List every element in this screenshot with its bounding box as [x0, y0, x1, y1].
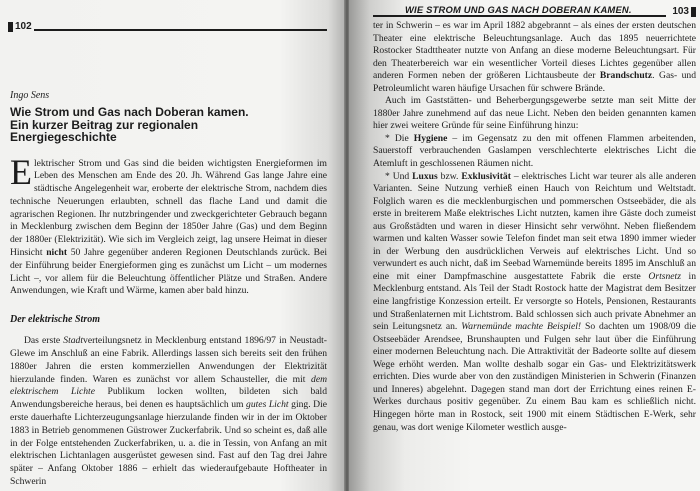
right-page-number: 103 — [668, 7, 696, 17]
body-bold: Exklusivität — [461, 170, 511, 182]
body-text: ging. Die erste dauerhafte Lichterzeugungsanlage hierzulande finden wir in der im Oktober 1883 in Betrieb genommenen Güstrower Zuckerfabrik. Und so scheint es, daß alle in der Folge entstehenden Zuckerfabriken, u. a. die in Tessin, von Anfang an mit elektrischen Lichtanlagen ausgerüstet gewesen sind. Fast auf den Tag drei Jahre später – Anfang Oktober 1886 – erhielt das wiederaufgebaute Hoftheater in Schwerin — [10, 399, 327, 488]
intro-text: lektrischer Strom und Gas sind die beiden wichtigsten Energieformen im Leben des Menschen am Ende des 20. Jh. Während Gas lange Jahre eine städtische Angelegenheit war, eroberte der elektrische Strom, nachdem dies technische Neuerungen erlaubten, schnell das flache Land und damit die agrarischen Regionen. Ihr nutzbringender und zweckgerichteter Gebrauch begann in Mecklenburg zwischen dem Beginn der 1850er Jahre (Gas) und dem Beginn der 1880er (Elektrizität). Wie sich im Vergleich zeigt, lag unsere Heimat in dieser Hinsicht — [10, 157, 327, 259]
body-bold: Luxus — [412, 170, 438, 182]
author-name: Ingo Sens — [10, 90, 50, 101]
body-text: ter in Schwerin – es war im April 1882 abgebrannt – als eines der ersten deutschen Theater eine elektrische Beleuchtungsanlage. Auch das 1895 neuerrichtete Rostocker Stadttheater nutzte von Anfang an diese moderne Beleuchtungsart. Für den Theaterbereich war ein wesentlicher Vorteil dieses Lichtes gegenüber allen anderen Formen neben der größeren Lichtausbeute der — [373, 20, 696, 82]
body-bold: Hygiene — [413, 132, 448, 144]
left-page — [0, 0, 349, 491]
body-paragraph-2 — [373, 20, 696, 95]
header-rule — [34, 29, 327, 31]
drop-cap: E — [10, 151, 32, 192]
right-body — [373, 20, 696, 434]
left-page-number: 102 — [8, 22, 32, 32]
body-text: * Die — [385, 132, 409, 144]
bullet-hygiene — [373, 133, 696, 171]
body-text: Publikum locken wollten, bildeten sich bald Anwendungsbereiche heraus, bei denen es hauptsächlich um — [10, 386, 327, 411]
section-heading: Der elektrische Strom — [10, 314, 100, 326]
body-paragraph-3: Auch im Gaststätten- und Beherbergungsgewerbe setzte man seit Mitte der 1880er Jahre zunehmend auf das neue Licht. Neben den beiden genannten kamen hier zwei weitere Gründe für seine Einführung hinzu: — [373, 95, 696, 132]
intro-paragraph — [10, 151, 328, 299]
body-italic: Stadt — [63, 335, 84, 347]
body-text: . Gas- und Petroleumlicht waren häufige Ursachen für schwere Brände. — [373, 70, 697, 94]
body-italic: Ortsnetz — [648, 270, 681, 282]
body-text: verteilungsnetz in Mecklenburg entstand 1896/97 in Neustadt-Glewe im Anschluß an eine Fabrik. Allerdings lassen sich bereits seit den frühen 1880er Jahren die ersten kommerziellen Anwendungen der Elektrizität hierzulande finden. Waren es zunächst vor allem Schausteller, die mit — [10, 335, 327, 385]
body-bold: Brandschutz — [599, 70, 653, 82]
body-italic: Warnemünde machte Beispiel! — [461, 321, 582, 333]
body-italic: dem elektrischem Lichte — [10, 373, 327, 398]
title-line-3: Energiegeschichte — [10, 130, 117, 144]
body-paragraph-1 — [10, 335, 327, 489]
body-text: Das erste — [24, 335, 61, 347]
bullet-luxus — [373, 171, 696, 434]
title-line-2: Ein kurzer Beitrag zur regionalen — [10, 117, 199, 132]
body-text: – elektrisches Licht war teurer als alle anderen Varianten. Seine Nutzung verhieß einen Hauch von Reichtum und Weltstadt. Folglich waren es die mecklenburgischen und pommerschen Ostseebäder, die als erste in breiterem Maße elektrisches Licht nutzten, kamen ihre Gäste doch zumeist aus Großstädten und waren in dieser Hinsicht sehr verwöhnt. Neben fließendem warmen und kalten Wasser sowie Telefon findet man seit etwa 1890 immer wieder in der Werbung den ausdrücklichen Verweis auf elektrisches Licht. Und so verwundert es auch nicht, daß im Seebad Warnemünde bereits 1895 im Anschluß an eine mit einer Dampfmaschine ausgestattete Fabrik die erste — [373, 170, 697, 282]
body-text: bzw. — [440, 170, 459, 182]
title-line-1: Wie Strom und Gas nach Doberan kamen. — [10, 105, 249, 119]
article-title — [10, 106, 327, 144]
body-text: * Und — [385, 170, 410, 182]
intro-text-cont: 50 Jahre gegenüber anderen Regionen Deutschlands zurück. Bei der Einführung beider Energieformen ging es zunächst um Licht – um modernes Licht –, vor allem für die Beleuchtung öffentlicher Plätze und Straßen. Andere Anwendungen, wie Kraft und Wärme, kamen aber bald hinzu. — [10, 247, 328, 297]
intro-emphasis: nicht — [46, 247, 68, 259]
body-text: in Mecklenburg entstand. Als Teil der Stadt Rostock hatte der Magistrat dem Besitzer eine langfristige Konzession erteilt. Er versorgte so Hotels, Pensionen, Restaurants und Straßenlaternen mit Lichtstrom. Bald schlossen sich auch private Abnehmer an sein Leitungsnetz an. — [373, 270, 696, 333]
left-page-header — [8, 16, 327, 32]
body-italic: gutes Licht — [246, 399, 289, 411]
body-text: So dachten um 1908/09 die Ostseebäder Arendsee, Brunshaupten und Fulgen sehr laut über die Einführung einer modernen Beleuchtung nach. Die Attraktivität der Badeorte sollte auf diesem Wege erhöht werden. Man wollte deshalb sogar ein Gas- und Elektrizitätswerk errichten. Dies wurde aber von den zuständigen Ministerien in Schwerin (Finanzen und Inneres) abgelehnt. Dagegen stand man dort der Errichtung eines reinen E-Werkes durchaus positiv gegenüber. Zu einem Bau kam es schließlich nicht. Hingegen hörte man in Rostock, seit 1900 mit einem Städtischen E-Werk, sehr genau, was dort wenige Kilometer westlich ausge- — [373, 321, 696, 433]
body-text: – im Gegensatz zu den mit offenen Flammen arbeitenden, Sauerstoff verbrauchenden Gaslampen verschlechterte elektrisches Licht die Atemluft in geschlossenen Räumen nicht. — [373, 132, 696, 170]
right-page — [349, 0, 700, 491]
right-page-header — [373, 3, 696, 17]
running-header-title: WIE STROM UND GAS NACH DOBERAN KAMEN. — [373, 4, 666, 17]
